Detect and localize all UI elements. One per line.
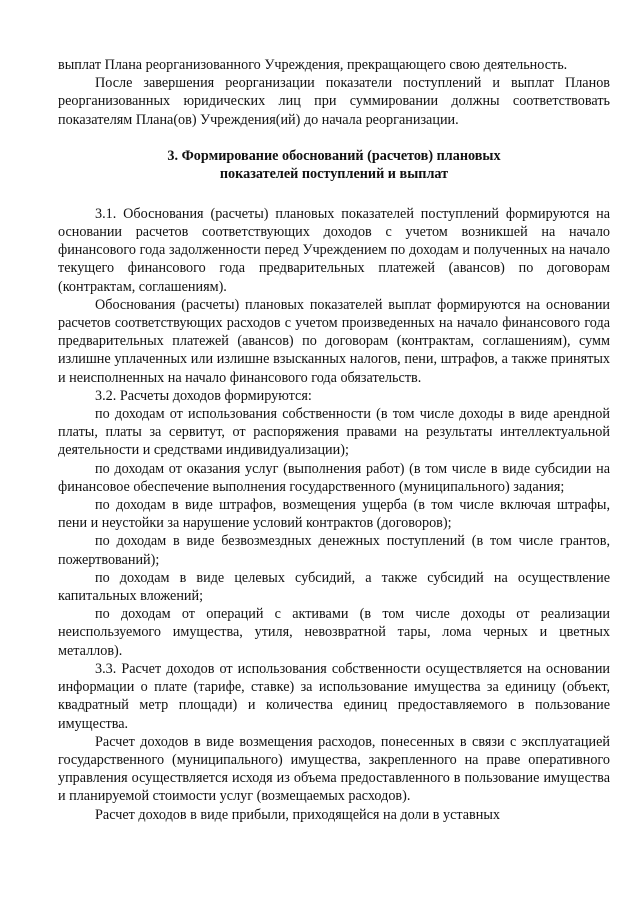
paragraph-3-1: 3.1. Обоснования (расчеты) плановых показателей поступлений формируются на основании расчетов соответствующих доходов с учетом возникшей на начало финансового года задолженности перед Учреждением по доходам и полученных на начало текущего финансового года предварительных платежей (авансов) по договорам (контрактам, соглашениям).	[58, 205, 610, 295]
list-item-fines-income: по доходам в виде штрафов, возмещения ущерба (в том числе включая штрафы, пени и неустойки за нарушение условий контрактов (договоров);	[58, 497, 610, 532]
section-heading-line2: показателей поступлений и выплат	[219, 166, 449, 183]
paragraph-profit-share: Расчет доходов в виде прибыли, приходящейся на доли в уставных	[95, 806, 500, 823]
paragraph-reimbursement: Расчет доходов в виде возмещения расходов, понесенных в связи с эксплуатацией государственного (муниципального) имущества, закрепленного на праве оперативного управления осуществляется исходя из объема предоставленного в пользование имущества и планируемой стоимости услуг (возмещаемых расходов).	[58, 733, 610, 805]
list-item-services-income: по доходам от оказания услуг (выполнения работ) (в том числе в виде субсидии на финансовое обеспечение выполнения государственного (муниципального) задания;	[58, 460, 610, 495]
list-item-asset-operations-income: по доходам от операций с активами (в том числе доходы от реализации неиспользуемого имущества, утиля, невозвратной тары, лома черных и цветных металлов).	[58, 606, 610, 659]
list-item-subsidies-income: по доходам в виде целевых субсидий, а также субсидий на осуществление капитальных вложений;	[58, 569, 610, 605]
section-heading-line1: 3. Формирование обоснований (расчетов) плановых	[167, 147, 501, 164]
paragraph-reorganization: После завершения реорганизации показатели поступлений и выплат Планов реорганизованных юридических лиц при суммировании должны соответствовать показателям Плана(ов) Учреждения(ий) до начала реорганизации.	[58, 75, 610, 128]
list-item-property-income: по доходам от использования собственности (в том числе доходы в виде арендной платы, платы за сервитут, от распоряжения правами на результаты интеллектуальной деятельности и средствами индивидуализации);	[58, 406, 610, 459]
paragraph-expenses-basis: Обоснования (расчеты) плановых показателей выплат формируются на основании расчетов соответствующих расходов с учетом произведенных на начало финансового года предварительных платежей (авансов) по договорам (контрактам, соглашениям), сумм излишне уплаченных или излишне взысканных налогов, пени, штрафов, а также принятых и неисполненных на начало финансового года обязательств.	[58, 296, 610, 386]
section-heading	[58, 147, 610, 184]
paragraph-3-2: 3.2. Расчеты доходов формируются:	[95, 387, 312, 404]
document-page	[58, 56, 610, 824]
paragraph-continuation: выплат Плана реорганизованного Учреждения, прекращающего свою деятельность.	[58, 57, 568, 73]
paragraph-3-3: 3.3. Расчет доходов от использования собственности осуществляется на основании информации о плате (тарифе, ставке) за использование имущества за единицу (объект, квадратный метр площади) и количества единиц предоставляемого в пользование имущества.	[58, 660, 610, 732]
list-item-gratuitous-income: по доходам в виде безвозмездных денежных поступлений (в том числе грантов, пожертвований);	[58, 533, 610, 568]
